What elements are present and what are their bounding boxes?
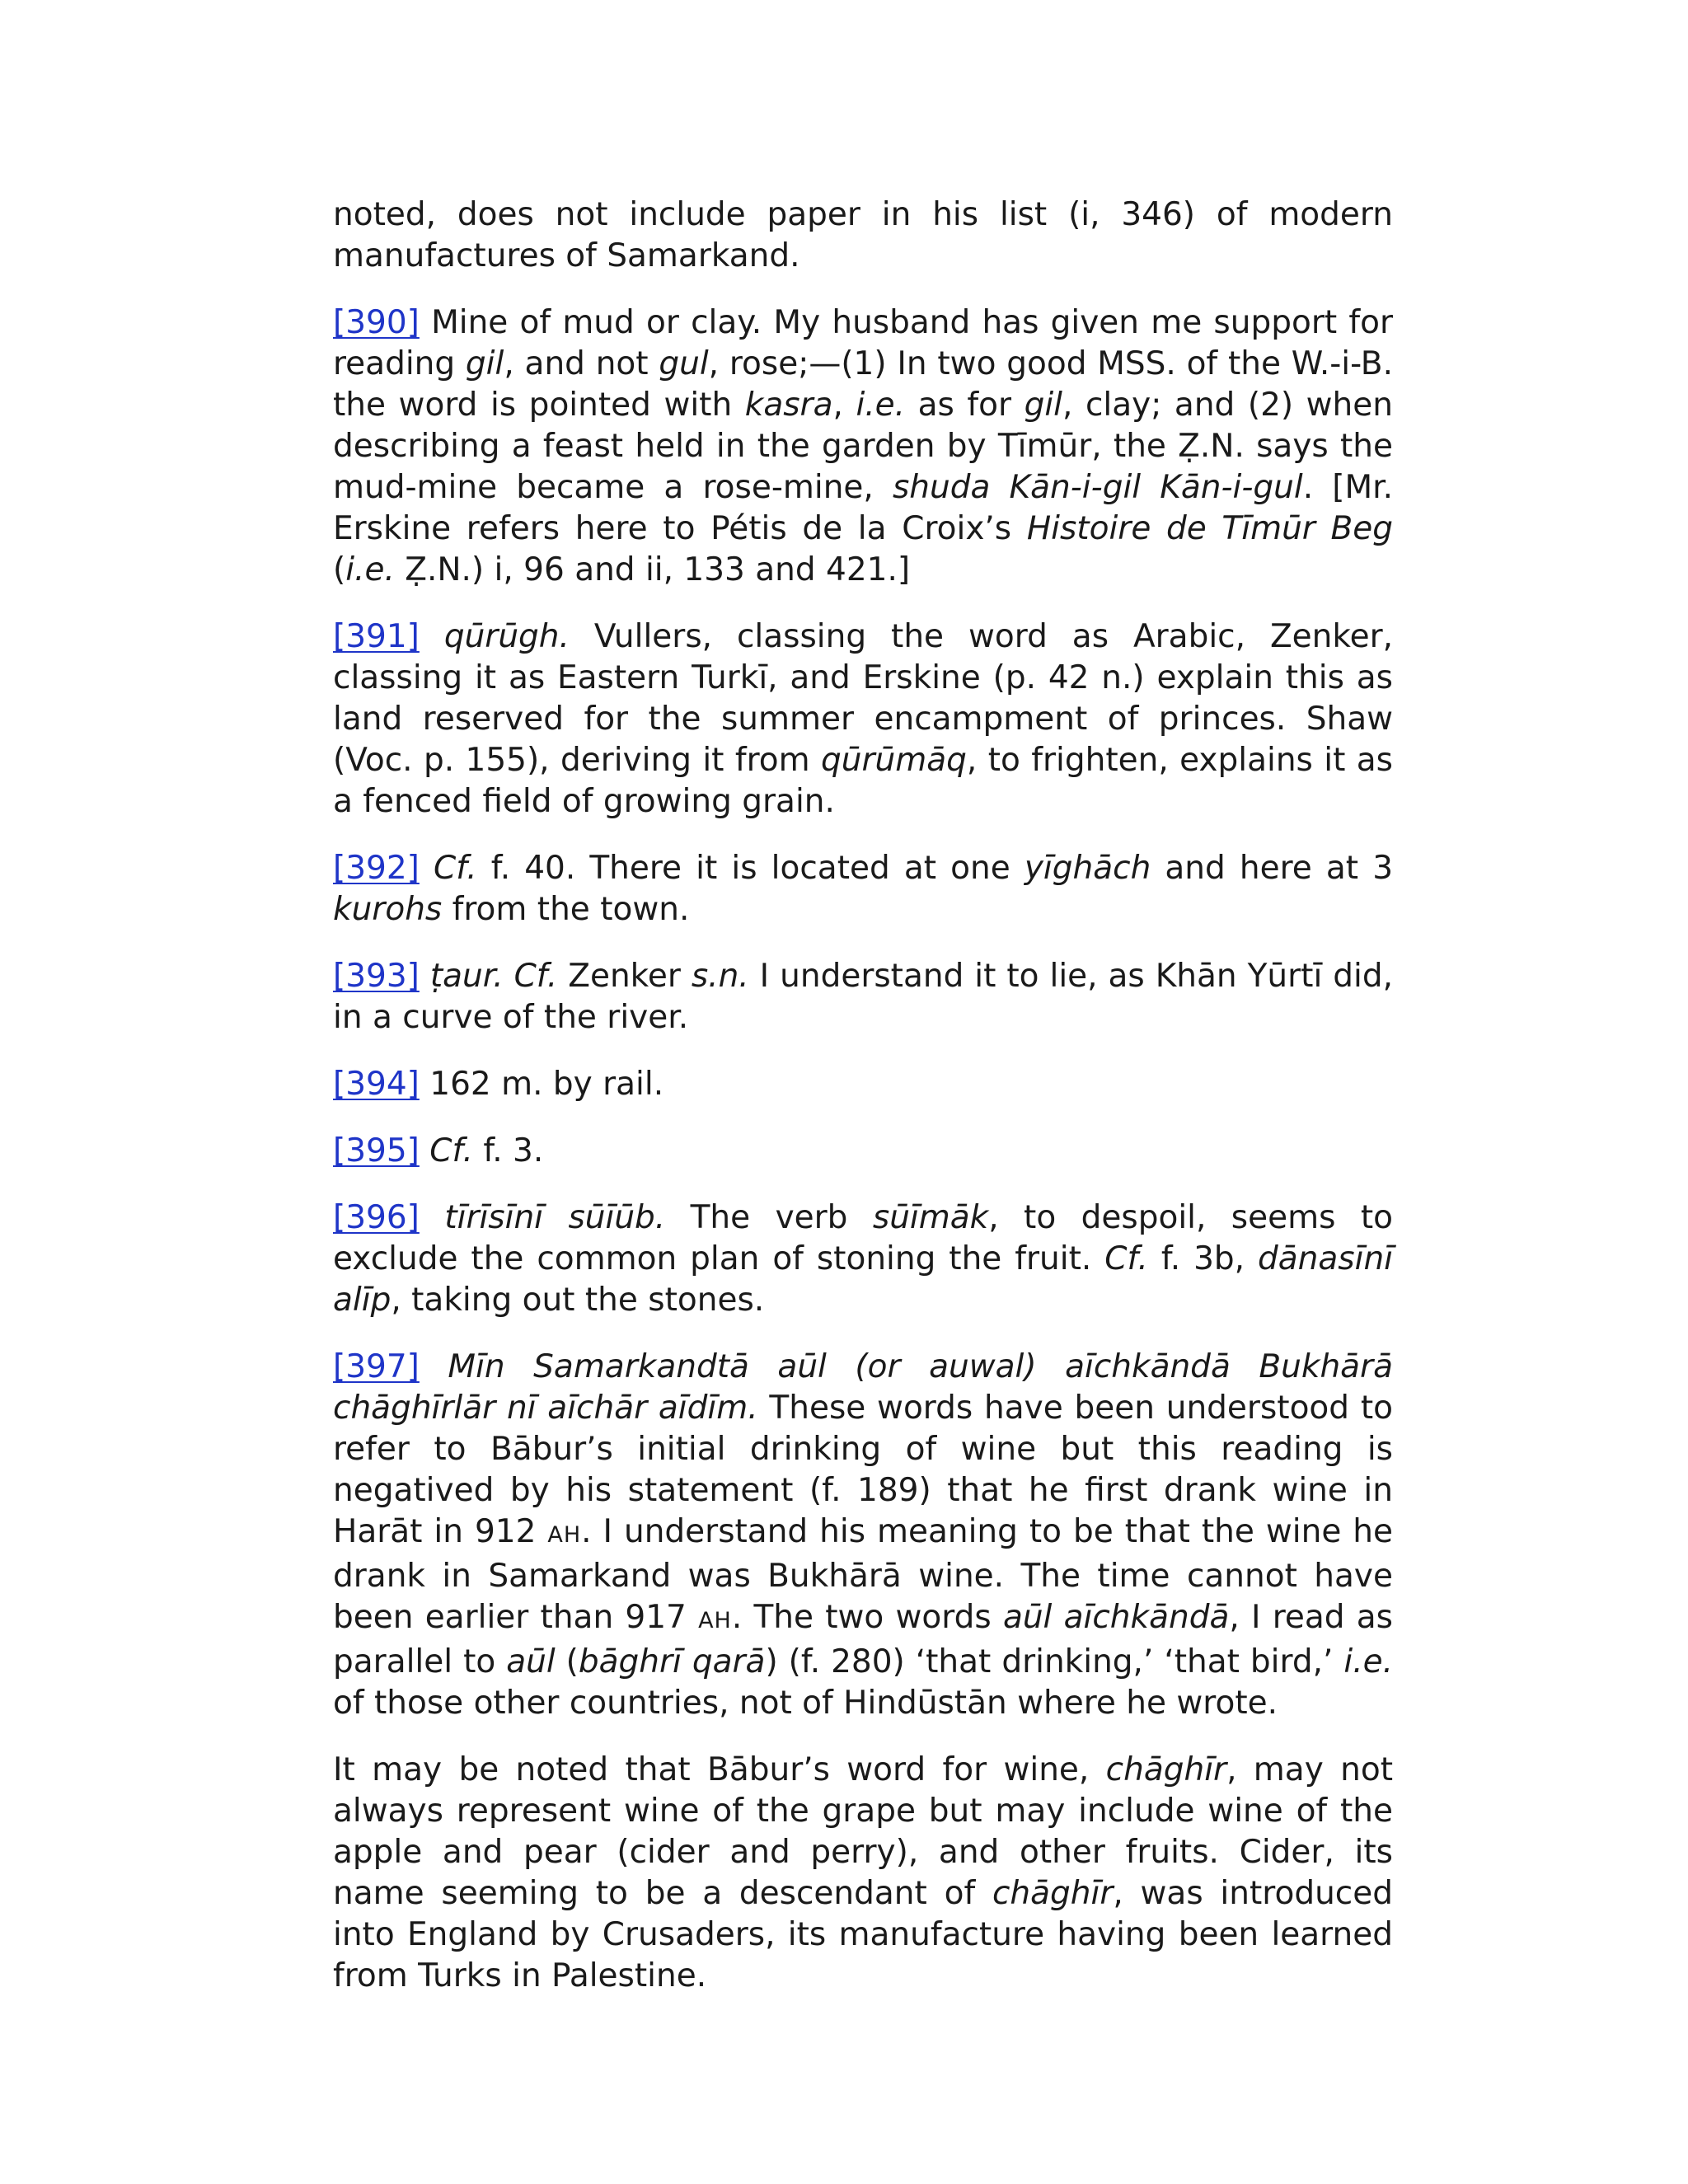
- italic-text: sūīmāk: [872, 1199, 989, 1236]
- text-run: f. 3.: [472, 1132, 544, 1169]
- italic-text: Cf.: [429, 1132, 473, 1169]
- italic-text: Histoire de Tīmūr Beg: [1026, 510, 1394, 547]
- text-run: , may not always represent wine of the grape but may include wine of the apple and pear (cider and perry), and other fruits. Cider, its name seeming to be a descendant of: [333, 1751, 1393, 1912]
- text-run: f. 40. There it is located at one: [476, 850, 1025, 887]
- italic-text: Cf.: [434, 850, 477, 887]
- footnote-397: [333, 1347, 1393, 1724]
- text-run: The verb: [665, 1199, 873, 1236]
- text-run: [420, 618, 444, 655]
- italic-text: qūrūgh.: [443, 618, 570, 655]
- text-run: ,: [832, 387, 856, 424]
- footnote-ref-link[interactable]: [392]: [333, 850, 420, 887]
- text-run: , and not: [504, 345, 659, 382]
- text-run: . The two words: [731, 1599, 1003, 1636]
- footnote-ref-link[interactable]: [397]: [333, 1348, 420, 1385]
- footnote-ref-link[interactable]: [396]: [333, 1199, 420, 1236]
- italic-text: Cf.: [513, 958, 558, 995]
- text-run: I understand it to lie, as Khān Yūrtī did, in a curve of the river.: [333, 958, 1393, 1036]
- italic-text: kasra: [744, 387, 833, 424]
- italic-text: aūl aīchkāndā: [1002, 1599, 1230, 1636]
- text-run: ) (f. 280) ‘that drinking,’ ‘that bird,’: [765, 1643, 1344, 1680]
- italic-text: yīghāch: [1024, 850, 1151, 887]
- italic-text: Cf.: [1104, 1240, 1148, 1277]
- text-run: , to frighten, explains it as a fenced field of growing grain.: [333, 742, 1393, 820]
- text-run: [504, 958, 514, 995]
- text-run: . I understand his meaning to be that the wine he drank in Samarkand was Bukhārā wine. The time cannot have been earlier than 917: [333, 1513, 1393, 1636]
- footnote-ref-link[interactable]: [395]: [333, 1132, 420, 1169]
- text-run: . [Mr. Erskine refers here to Pétis de la Croix’s: [333, 469, 1394, 547]
- footnote-ref-link[interactable]: [394]: [333, 1066, 420, 1103]
- text-run: Vullers, classing the word as Arabic, Zenker, classing it as Eastern Turkī, and Erskine (p. 42 n.) explain this as land reserved for the summer encampment of princes. Shaw (Voc. p. 155), deriving it from: [333, 618, 1393, 779]
- footnote-395: [333, 1131, 1393, 1172]
- italic-text: Mīn Samarkandtā aūl (or auwal) aīchkāndā Bukhārā chāghīrlār nī aīchār aīdīm.: [333, 1348, 1393, 1427]
- text-run: (: [555, 1643, 579, 1680]
- footnote-397-continuation: [333, 1750, 1393, 1997]
- footnote-ref-link[interactable]: [391]: [333, 618, 420, 655]
- text-run: , I read as parallel to: [333, 1599, 1394, 1680]
- small-caps-text: AH: [698, 1608, 732, 1633]
- text-run: It may be noted that Bābur’s word for wine,: [333, 1751, 1106, 1788]
- text-run: [420, 1132, 429, 1169]
- italic-text: i.e.: [856, 387, 906, 424]
- text-run: (: [333, 551, 346, 588]
- text-run: [420, 1199, 444, 1236]
- footnotes-page: [333, 194, 1393, 1997]
- text-run: from the town.: [442, 891, 690, 928]
- italic-text: gul: [659, 345, 709, 382]
- text-run: as for: [905, 387, 1025, 424]
- text-run: , was introduced into England by Crusaders, its manufacture having been learned from Turks in Palestine.: [333, 1875, 1393, 1994]
- italic-text: shuda Kān-i-gil Kān-i-gul: [892, 469, 1303, 506]
- text-run: Mine of mud or clay. My husband has given me support for reading: [333, 304, 1393, 382]
- italic-text: i.e.: [345, 551, 395, 588]
- footnote-393: [333, 956, 1393, 1038]
- footnote-390: [333, 302, 1393, 591]
- text-run: Zenker: [557, 958, 692, 995]
- italic-text: tīrīsīnī sūīūb.: [444, 1199, 666, 1236]
- footnote-394: [333, 1064, 1393, 1105]
- italic-text: bāghrī qarā: [578, 1643, 766, 1680]
- text-run: , rose;—(1) In two good MSS. of the W.-i-B. the word is pointed with: [333, 345, 1393, 424]
- text-run: , taking out the stones.: [391, 1282, 765, 1319]
- paragraph-continuation: [333, 194, 1393, 277]
- small-caps-text: AH: [547, 1522, 582, 1548]
- text-run: , to despoil, seems to exclude the common plan of stoning the fruit.: [333, 1199, 1394, 1277]
- text-run: and here at 3: [1151, 850, 1394, 887]
- italic-text: kurohs: [333, 891, 443, 928]
- text-run: of those other countries, not of Hindūstān where he wrote.: [333, 1685, 1278, 1722]
- italic-text: gil: [465, 345, 504, 382]
- text-run: noted, does not include paper in his list (i, 346) of modern manufactures of Samarkand.: [333, 196, 1393, 274]
- footnote-ref-link[interactable]: [390]: [333, 304, 420, 341]
- footnote-391: [333, 616, 1393, 823]
- italic-text: s.n.: [691, 958, 749, 995]
- italic-text: aūl: [506, 1643, 556, 1680]
- text-run: [420, 850, 434, 887]
- footnote-396: [333, 1197, 1393, 1321]
- italic-text: chāghīr: [992, 1875, 1114, 1912]
- italic-text: dānasīnī alīp: [333, 1240, 1393, 1319]
- text-run: [420, 1348, 448, 1385]
- text-run: These words have been understood to refer to Bābur’s initial drinking of wine but this reading is negatived by his statement (f. 189) that he first drank wine in Harāt in 912: [333, 1390, 1393, 1550]
- italic-text: chāghīr: [1105, 1751, 1227, 1788]
- italic-text: gil: [1024, 387, 1063, 424]
- italic-text: ṭaur.: [429, 958, 504, 995]
- italic-text: qūrūmāq: [821, 742, 967, 779]
- text-run: , clay; and (2) when describing a feast held in the garden by Tīmūr, the Ẓ.N. says the mud-mine became a rose-mine,: [333, 387, 1393, 506]
- footnote-392: [333, 848, 1393, 930]
- text-run: [420, 958, 430, 995]
- text-run: 162 m. by rail.: [419, 1066, 664, 1103]
- footnote-ref-link[interactable]: [393]: [333, 958, 420, 995]
- text-run: f. 3b,: [1147, 1240, 1259, 1277]
- text-run: Ẓ.N.) i, 96 and ii, 133 and 421.]: [394, 551, 911, 588]
- italic-text: i.e.: [1343, 1643, 1393, 1680]
